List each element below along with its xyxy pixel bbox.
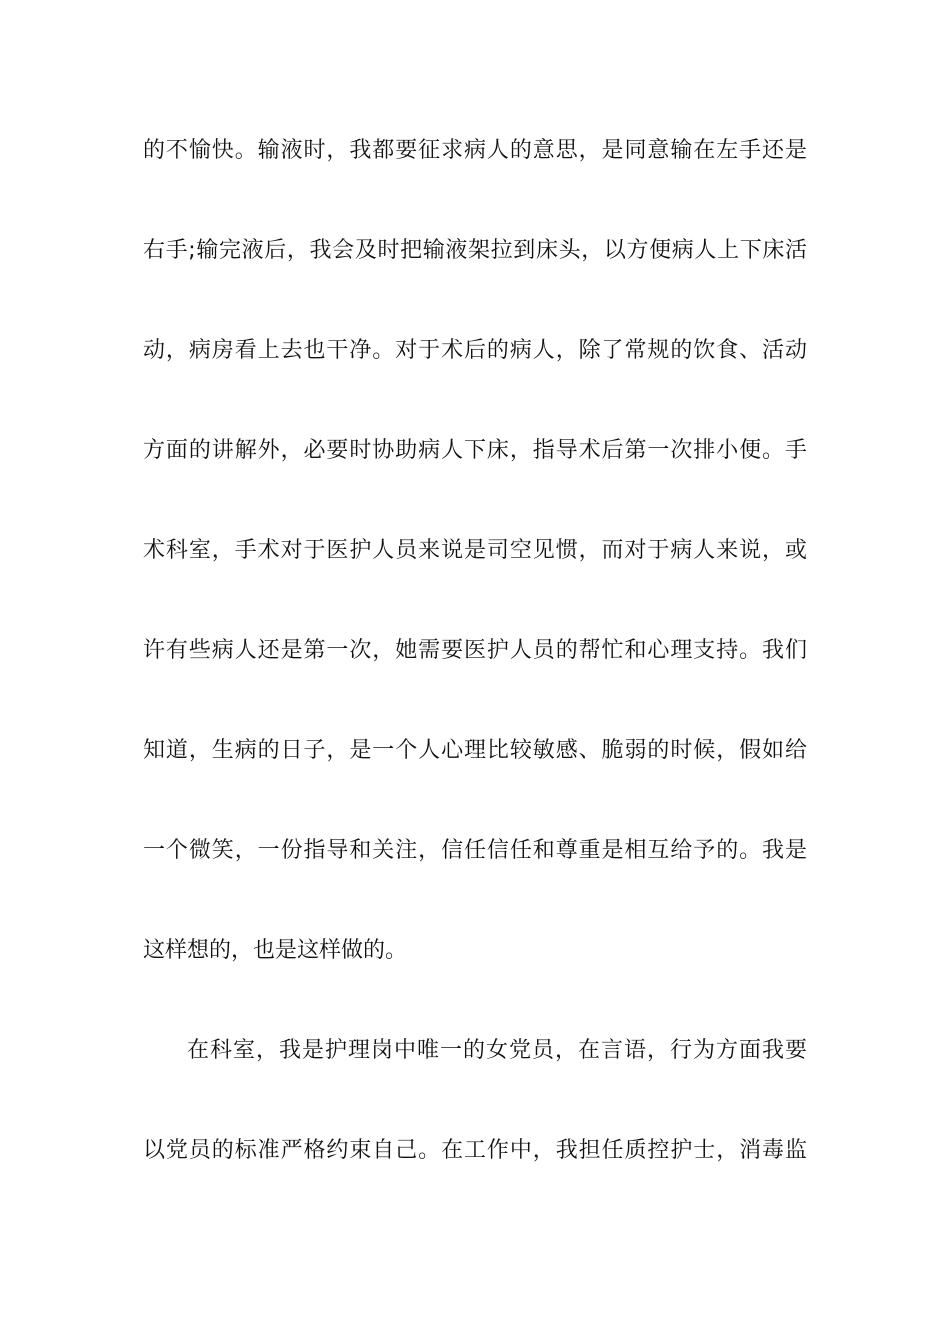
text-line-7: 知道，生病的日子，是一个人心理比较敏感、脆弱的时候，假如给 — [143, 738, 807, 763]
text-line-1: 的不愉快。输液时，我都要征求病人的意思，是同意输在左手还是 — [143, 138, 807, 163]
text-line-5: 术科室，手术对于医护人员来说是司空见惯，而对于病人来说，或 — [143, 538, 807, 563]
text-line-6: 许有些病人还是第一次，她需要医护人员的帮忙和心理支持。我们 — [143, 638, 807, 663]
text-line-2: 右手;输完液后，我会及时把输液架拉到床头，以方便病人上下床活 — [143, 238, 807, 263]
text-line-4: 方面的讲解外，必要时协助病人下床，指导术后第一次排小便。手 — [143, 438, 807, 463]
text-line-10: 在科室，我是护理岗中唯一的女党员，在言语，行为方面我要 — [187, 1038, 807, 1063]
text-line-9: 这样想的，也是这样做的。 — [143, 938, 408, 963]
text-line-3: 动，病房看上去也干净。对于术后的病人，除了常规的饮食、活动 — [143, 338, 807, 363]
text-line-11: 以党员的标准严格约束自己。在工作中，我担任质控护士，消毒监 — [143, 1138, 807, 1163]
text-line-8: 一个微笑，一份指导和关注，信任信任和尊重是相互给予的。我是 — [143, 838, 807, 863]
